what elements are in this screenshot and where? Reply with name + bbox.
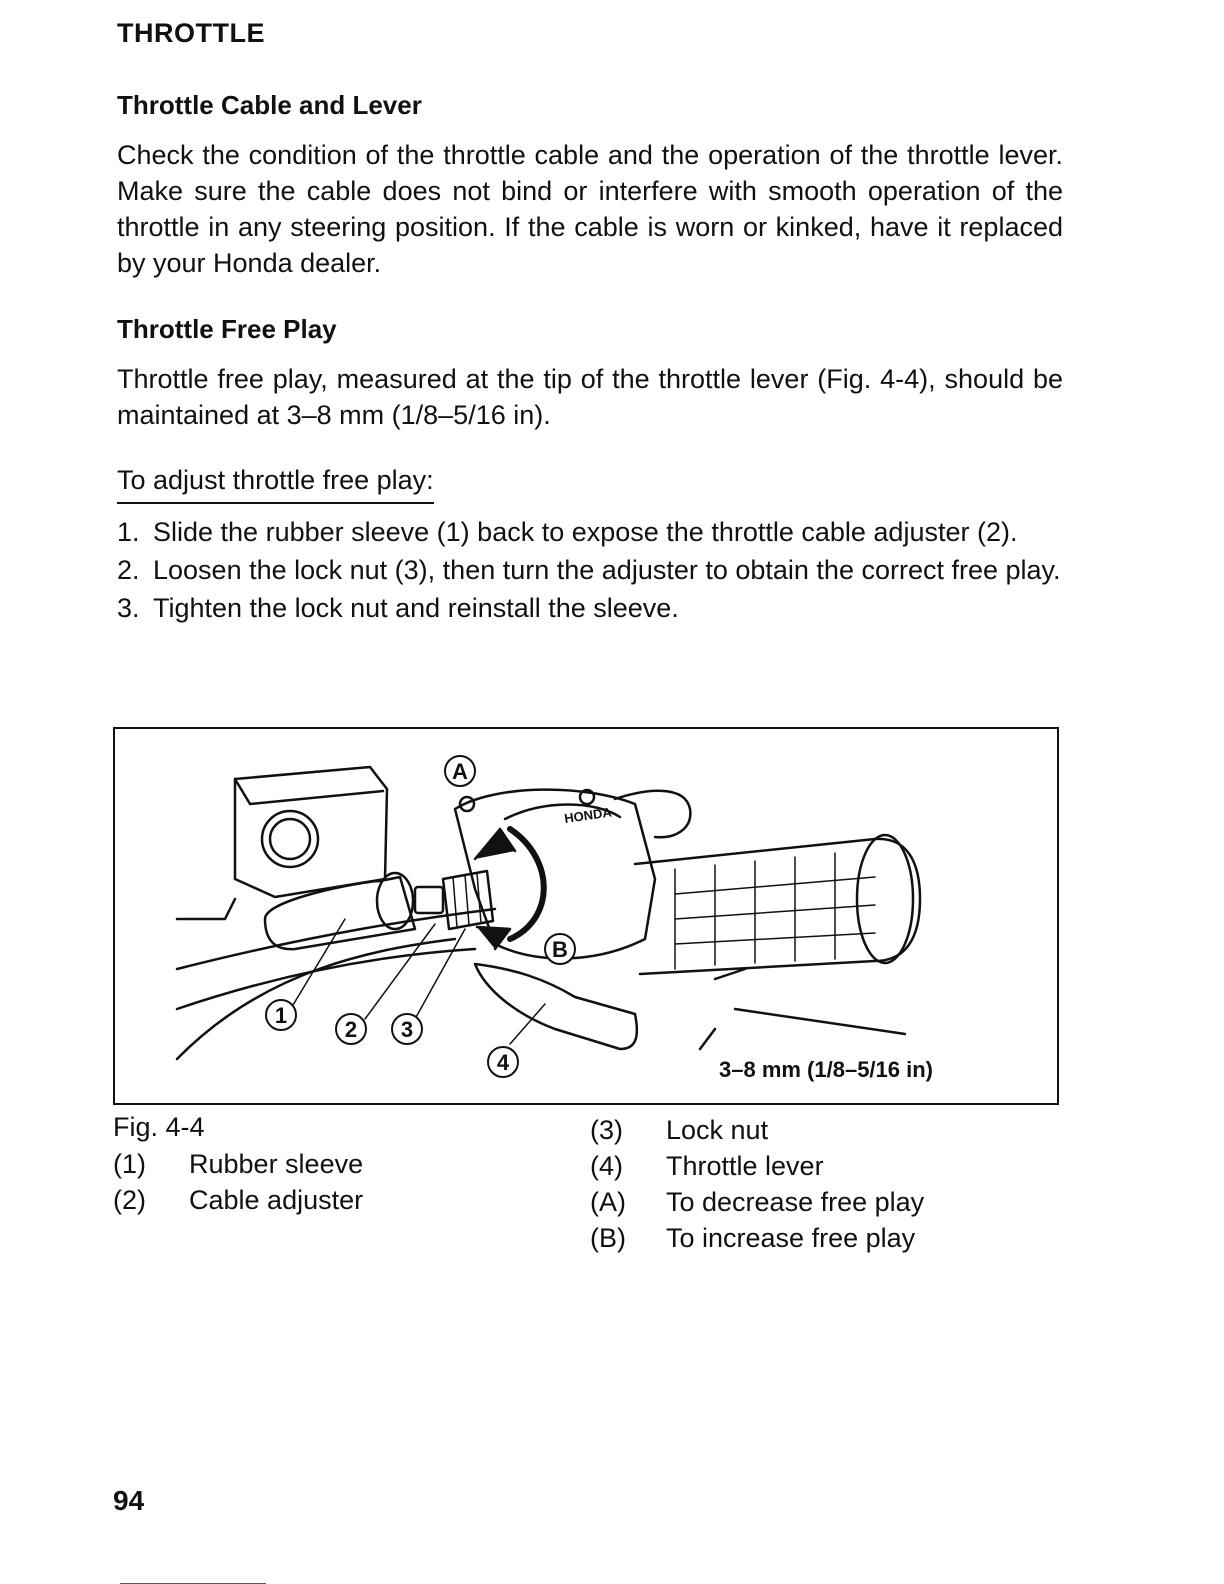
legend-code: (A): [590, 1187, 626, 1217]
callout-A: [445, 756, 475, 786]
lever-tip-line: [735, 1009, 905, 1034]
dimension-label: 3–8 mm (1/8–5/16 in): [719, 1057, 934, 1082]
rotation-arrow: [510, 829, 544, 939]
step-text: Tighten the lock nut and reinstall the sleeve.: [153, 593, 679, 623]
throttle-illustration: [115, 729, 1059, 1105]
rubber-sleeve: [265, 877, 415, 949]
callout-1: [266, 1000, 296, 1030]
callout-3-label: 3: [400, 1017, 414, 1042]
section-title: THROTTLE: [117, 18, 265, 48]
step-item: [117, 553, 1063, 587]
callout-4-label: 4: [496, 1050, 510, 1075]
step-item: [117, 515, 1063, 549]
legend-text: Throttle lever: [666, 1151, 824, 1181]
legend-row: [590, 1220, 924, 1256]
callout-3: [392, 1014, 422, 1044]
free-play-paragraph: Throttle free play, measured at the tip of the throttle lever (Fig. 4-4), should be maintained at 3–8 mm (1/8–5/16 in).: [117, 364, 1063, 430]
callout-B-label: B: [552, 937, 568, 962]
legend-code: (2): [113, 1185, 146, 1215]
legend-row: [590, 1148, 924, 1184]
legend-code: (1): [113, 1149, 146, 1179]
legend-text: To increase free play: [666, 1223, 916, 1253]
legend-code: (B): [590, 1223, 626, 1253]
throttle-figure: [113, 727, 1059, 1105]
callout-2-label: 2: [344, 1017, 358, 1042]
cable-lever-paragraph: Check the condition of the throttle cable and the operation of the throttle lever. Make sure the cable does not bind or interfere with smooth operation of the throttle in any steering position. If the cable is worn or kinked, have it replaced by your Honda dealer.: [117, 140, 1063, 278]
cable-adjuster: [415, 887, 443, 913]
step-text: Slide the rubber sleeve (1) back to expose the throttle cable adjuster (2).: [153, 517, 1018, 547]
legend-row: [113, 1146, 363, 1182]
callout-4: [488, 1047, 518, 1077]
legend-text: Lock nut: [666, 1115, 769, 1145]
legend-code: (4): [590, 1151, 623, 1181]
legend-row: [113, 1182, 363, 1218]
figure-label: Fig. 4-4: [113, 1112, 205, 1142]
step-number: 1.: [117, 517, 140, 547]
legend-row: [590, 1112, 924, 1148]
legend-left: [113, 1146, 363, 1218]
callout-1-label: 1: [274, 1003, 288, 1028]
master-cylinder: [235, 767, 387, 897]
step-text: Loosen the lock nut (3), then turn the adjuster to obtain the correct free play.: [153, 555, 1061, 585]
cable-lever-heading: Throttle Cable and Lever: [117, 90, 422, 120]
throttle-grip: [635, 839, 920, 974]
callout-B: [545, 934, 575, 964]
instruction-heading: To adjust throttle free play:: [117, 465, 434, 504]
legend-code: (3): [590, 1115, 623, 1145]
free-play-heading: Throttle Free Play: [117, 314, 337, 344]
legend-text: To decrease free play: [666, 1187, 925, 1217]
legend-text: Rubber sleeve: [189, 1149, 364, 1179]
legend-row: [590, 1184, 924, 1220]
step-item: [117, 591, 1063, 625]
brand-mark: HONDA: [563, 804, 613, 826]
legend-text: Cable adjuster: [189, 1185, 364, 1215]
step-number: 2.: [117, 555, 140, 585]
throttle-lever: [475, 964, 637, 1049]
page-number: 94: [113, 1485, 145, 1516]
adjustment-steps: [117, 515, 1063, 629]
callout-A-label: A: [452, 759, 468, 784]
step-number: 3.: [117, 593, 140, 623]
legend-right: [590, 1112, 924, 1256]
callout-2: [336, 1014, 366, 1044]
callout-group: [266, 756, 575, 1077]
